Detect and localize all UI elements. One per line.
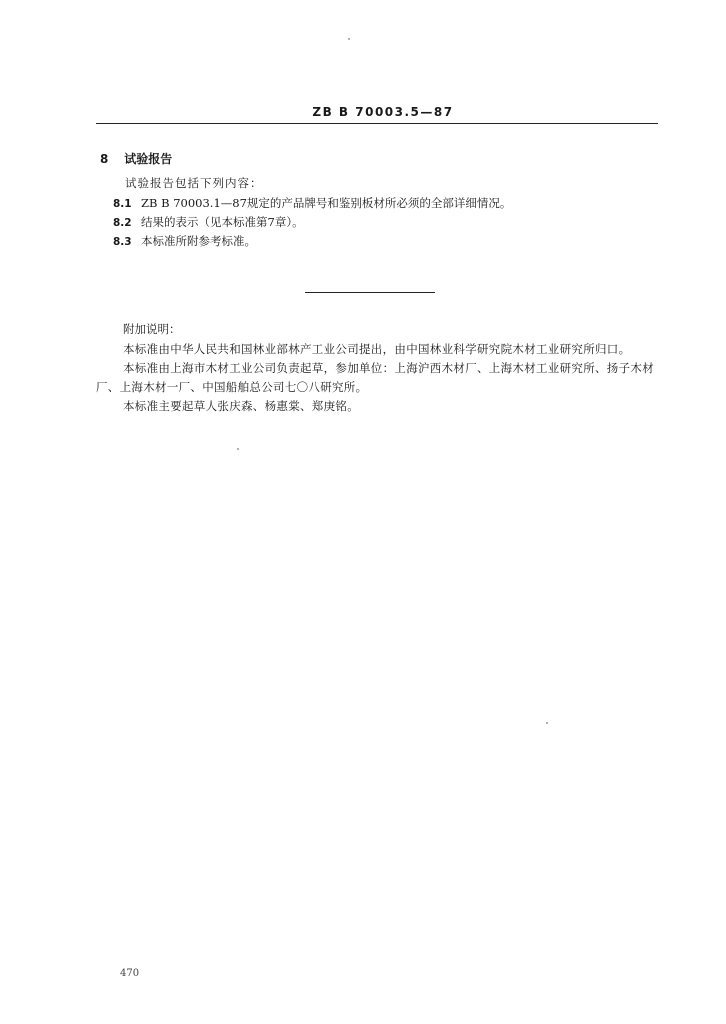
scan-speck: [348, 38, 350, 40]
notes-paragraph: 本标准主要起草人张庆森、杨惠棠、郑庚铭。: [123, 399, 359, 413]
notes-paragraph: 本标准由中华人民共和国林业部林产工业公司提出，由中国林业科学研究院木材工业研究所归口。: [123, 342, 631, 356]
item-text: ZB B 70003.1—87规定的产品牌号和鉴别板材所必须的全部详细情况。: [141, 196, 512, 210]
section-title: 试验报告: [124, 152, 173, 166]
section-number: 8: [100, 152, 109, 166]
item-text: 结果的表示（见本标准第7章）。: [141, 215, 304, 229]
list-item: [113, 195, 511, 211]
standard-code-header: ZB B 70003.5—87: [312, 105, 454, 119]
page-number: 470: [120, 968, 140, 979]
notes-paragraph: 本标准由上海市木材工业公司负责起草，参加单位：上海沪西木材厂、上海木材工业研究所、扬子木材厂、上海木材一厂、中国船舶总公司七〇八研究所。: [96, 361, 654, 394]
item-text: 本标准所附参考标准。: [141, 234, 256, 248]
notes-title: 附加说明：: [123, 322, 181, 336]
item-number: 8.2: [113, 217, 132, 229]
list-item: [113, 214, 304, 230]
section-intro: 试验报告包括下列内容：: [125, 176, 263, 190]
scan-speck: [546, 722, 548, 724]
scan-speck: [237, 448, 239, 450]
header-rule: [96, 123, 658, 124]
item-number: 8.1: [113, 198, 132, 210]
list-item: [113, 233, 256, 249]
end-of-text-rule: [305, 292, 435, 293]
section-heading: [100, 150, 172, 167]
item-number: 8.3: [113, 236, 132, 248]
